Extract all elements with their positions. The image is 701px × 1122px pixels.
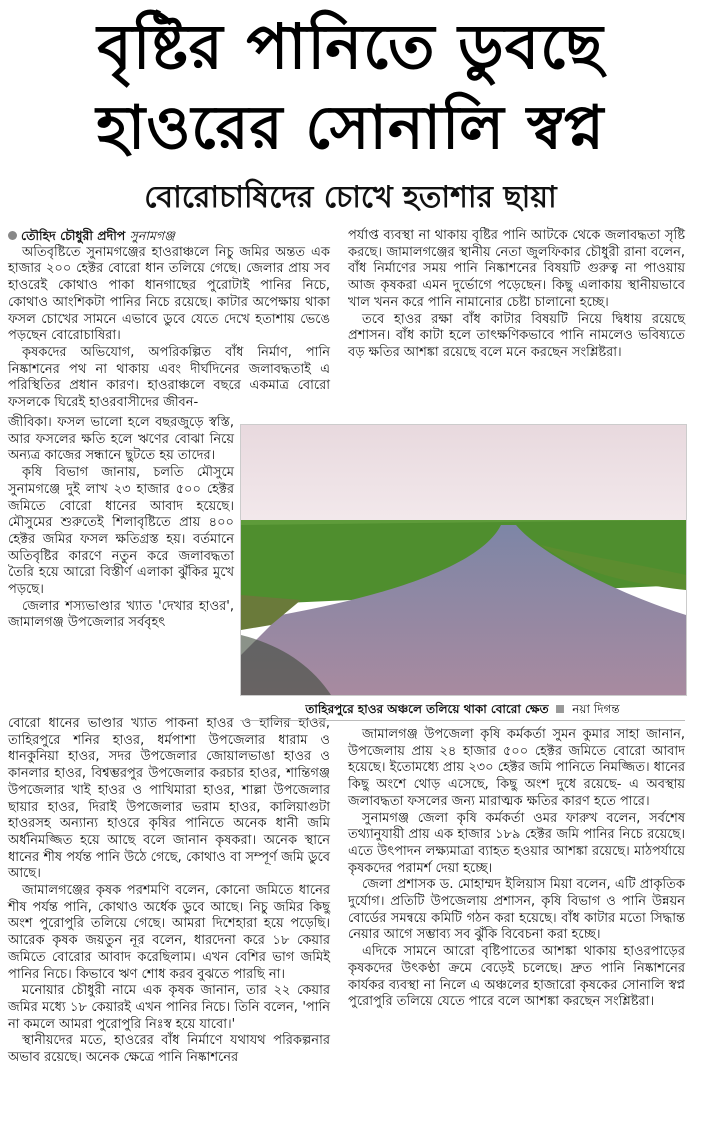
paragraph: বোরো ধানের ভাণ্ডার খ্যাত পাকনা হাওর ও হালির হাওর, তাহিরপুরে শনির হাওর, ধর্মপাশা উপজেলার ধারাম ও ধানকুনিয়া হাওর, সদর উপজেলার জোয়ালভাঙা হাওর ও কানলার হাওর, বিশ্বম্ভরপুর উপজেলার করচার হাওর, শান্তিগঞ্জ উপজেলার খাই হাওর ও পাখিমারা হাওর, শাল্লা উপজেলার ছায়ার হাওর, দিরাই উপজেলার ভরাম হাওর, কালিয়াগুটা হাওরসহ অন্যান্য হাওরে কৃষির পানিতে অনেক ধানী জমি অর্ধনিমজ্জিত হয়ে আছে বলে জানান কৃষকরা। অনেক স্থানে ধানের শীষ পর্যন্ত পানি উঠে গেছে, কোথাও বা সম্পূর্ণ জমি ডুবে আছে। — [8, 716, 330, 882]
column-left-top — [8, 228, 330, 412]
headline-line-1: বৃষ্টির পানিতে ডুবছে — [97, 10, 604, 83]
separator-icon — [556, 705, 564, 713]
column-left-middle — [8, 415, 234, 632]
paragraph: সুনামগঞ্জ জেলা কৃষি কর্মকর্তা ওমর ফারুখ বলেন, সর্বশেষ তথ্যানুযায়ী প্রায় এক হাজার ১৮৯ হেক্টর জমি পানির নিচে রয়েছে। এতে উৎপাদন লক্ষ্যমাত্রা ব্যাহত হওয়ার আশঙ্কা রয়েছে। মাঠপর্যায়ে কৃষকদের পরামর্শ দেয়া হচ্ছে। — [348, 810, 685, 876]
headline-line-2: হাওরের সোনালি স্বপ্ন — [96, 93, 605, 163]
paragraph: পর্যাপ্ত ব্যবস্থা না থাকায় বৃষ্টির পানি আটকে থেকে জলাবদ্ধতা সৃষ্টি করছে। জামালগঞ্জের স্থানীয় নেতা জুলফিকার চৌধুরী রানা বলেন, বাঁধ নির্মাণের সময় পানি নিষ্কাশনের বিষয়টি গুরুত্ব না পাওয়ায় আজ কৃষকরা এমন দুর্ভোগে পড়েছেন। কিছু এলাকায় স্থানীয়ভাবে খাল খনন করে পানি নামানোর চেষ্টা চালানো হচ্ছে। — [348, 228, 685, 310]
paragraph: স্থানীয়দের মতে, হাওরের বাঁধ নির্মাণে যথাযথ পরিকল্পনার অভাব রয়েছে। অনেক ক্ষেত্রে পানি নিষ্কাশনের — [8, 1033, 330, 1066]
byline — [8, 228, 330, 245]
news-photo — [240, 424, 687, 696]
column-right-top — [348, 228, 685, 362]
column-left-bottom — [8, 716, 330, 1067]
flooded-field-image — [241, 425, 686, 695]
byline-author: তৌহিদ চৌধুরী প্রদীপ — [21, 228, 126, 243]
paragraph: কৃষি বিভাগ জানায়, চলতি মৌসুমে সুনামগঞ্জে দুই লাখ ২৩ হাজার ৫০০ হেক্টর জমিতে বোরো ধানের আবাদ হয়েছে। মৌসুমের শুরুতেই শিলাবৃষ্টিতে প্রায় ৪০০ হেক্টর জমির ফসল ক্ষতিগ্রস্ত হয়। বর্তমানে অতিবৃষ্টির কারণে নতুন করে জলাবদ্ধতা তৈরি হয়ে আরো বিস্তীর্ণ এলাকা ঝুঁকির মুখে পড়ছে। — [8, 465, 234, 598]
paragraph: এদিকে সামনে আরো বৃষ্টিপাতের আশঙ্কা থাকায় হাওরপাড়ের কৃষকদের উৎকণ্ঠা ক্রমে বেড়েই চলেছে। দ্রুত পানি নিষ্কাশনের কার্যকর ব্যবস্থা না নিলে এ অঞ্চলের হাজারো কৃষকের সোনালি স্বপ্ন পুরোপুরি তলিয়ে যেতে পারে বলে আশঙ্কা করছেন সংশ্লিষ্টরা। — [348, 944, 685, 1010]
caption-text: তাহিরপুরে হাওর অঞ্চলে তলিয়ে থাকা বোরো ক্ষেত — [305, 702, 549, 716]
paragraph: জামালগঞ্জের কৃষক পরশমণি বলেন, কোনো জমিতে ধানের শীষ পর্যন্ত পানি, কোথাও অর্ধেক ডুবে আছে। নিচু জমির কিছু অংশ পুরোপুরি তলিয়ে গেছে। আমরা দিশেহারা হয়ে পড়েছি। আরেক কৃষক জয়তুন নূর বলেন, ধারদেনা করে ১৮ কেয়ার জমিতে বোরোর আবাদ করেছিলাম। এখন বেশির ভাগ জমিই পানির নিচে। কিভাবে ঋণ শোধ করব বুঝতে পারছি না। — [8, 883, 330, 982]
paragraph: অতিবৃষ্টিতে সুনামগঞ্জের হাওরাঞ্চলে নিচু জমির অন্তত এক হাজার ২০০ হেক্টর বোরো ধান তলিয়ে গেছে। জেলার প্রায় সব হাওরেই কোথাও পাকা ধানগাছের পুরোটাই পানির নিচে, কোথাও আংশিকটা পানির নিচে রয়েছে। কাটার অপেক্ষায় থাকা ফসল চোখের সামনে এভাবে ডুবে যেতে দেখে হতাশায় ভেঙে পড়ছেন বোরোচাষিরা। — [8, 244, 330, 344]
paragraph: জেলার শস্যভাণ্ডার খ্যাত 'দেখার হাওর', জামালগঞ্জ উপজেলার সর্ববৃহৎ — [8, 598, 234, 631]
paragraph: মনোয়ার চৌধুরী নামে এক কৃষক জানান, তার ২২ কেয়ার জমির মধ্যে ১৮ কেয়ারই এখন পানির নিচে। তিনি বলেন, 'পানি না কমলে আমরা পুরোপুরি নিঃস্ব হয়ে যাবো।' — [8, 983, 330, 1032]
paragraph: জেলা প্রশাসক ড. মোহাম্মদ ইলিয়াস মিয়া বলেন, এটি প্রাকৃতিক দুর্যোগ। প্রতিটি উপজেলায় প্রশাসন, কৃষি বিভাগ ও পানি উন্নয়ন বোর্ডের সমন্বয়ে কমিটি গঠন করা হয়েছে। বাঁধ কাটার মতো সিদ্ধান্ত নেয়ার আগে সম্ভাব্য সব ঝুঁকি বিবেচনা করা হচ্ছে। — [348, 877, 685, 943]
photo-caption — [240, 698, 685, 721]
column-right-bottom — [348, 727, 685, 1011]
byline-location: সুনামগঞ্জ — [129, 228, 175, 243]
paragraph: তবে হাওর রক্ষা বাঁধ কাটার বিষয়টি নিয়ে দ্বিধায় রয়েছে প্রশাসন। বাঁধ কাটা হলে তাৎক্ষণিকভাবে পানি নামলেও ভবিষ্যতে বড় ক্ষতির আশঙ্কা রয়েছে বলে মনে করছেন সংশ্লিষ্টরা। — [348, 311, 685, 360]
paragraph: জীবিকা। ফসল ভালো হলে বছরজুড়ে স্বস্তি, আর ফসলের ক্ষতি হলে ঋণের বোঝা নিয়ে অন্যত্র কাজের সন্ধানে ছুটতে হয় তাদের। — [8, 415, 234, 464]
paragraph: কৃষকদের অভিযোগ, অপরিকল্পিত বাঁধ নির্মাণ, পানি নিষ্কাশনের পথ না থাকায় এবং দীর্ঘদিনের জলাবদ্ধতাই এ পরিস্থিতির প্রধান কারণ। হাওরাঞ্চলে বছরে একমাত্র বোরো ফসলকে ঘিরেই হাওরবাসীদের জীবন- — [8, 344, 330, 411]
photo-credit: নয়া দিগন্ত — [572, 702, 620, 716]
bullet-icon — [8, 231, 17, 240]
subheadline: বোরোচাষিদের চোখে হতাশার ছায়া — [144, 180, 557, 215]
paragraph: জামালগঞ্জ উপজেলা কৃষি কর্মকর্তা সুমন কুমার সাহা জানান, উপজেলায় প্রায় ২৪ হাজার ৫০০ হেক্টর জমিতে বোরো আবাদ হয়েছে। ইতোমধ্যে প্রায় ২৩০ হেক্টর জমি পানিতে নিমজ্জিত। ধানের কিছু অংশে থোড় এসেছে, কিছু অংশ দুধে রয়েছে- এ অবস্থায় জলাবদ্ধতা ফসলের জন্য মারাত্মক ক্ষতির কারণ হতে পারে। — [348, 727, 685, 809]
